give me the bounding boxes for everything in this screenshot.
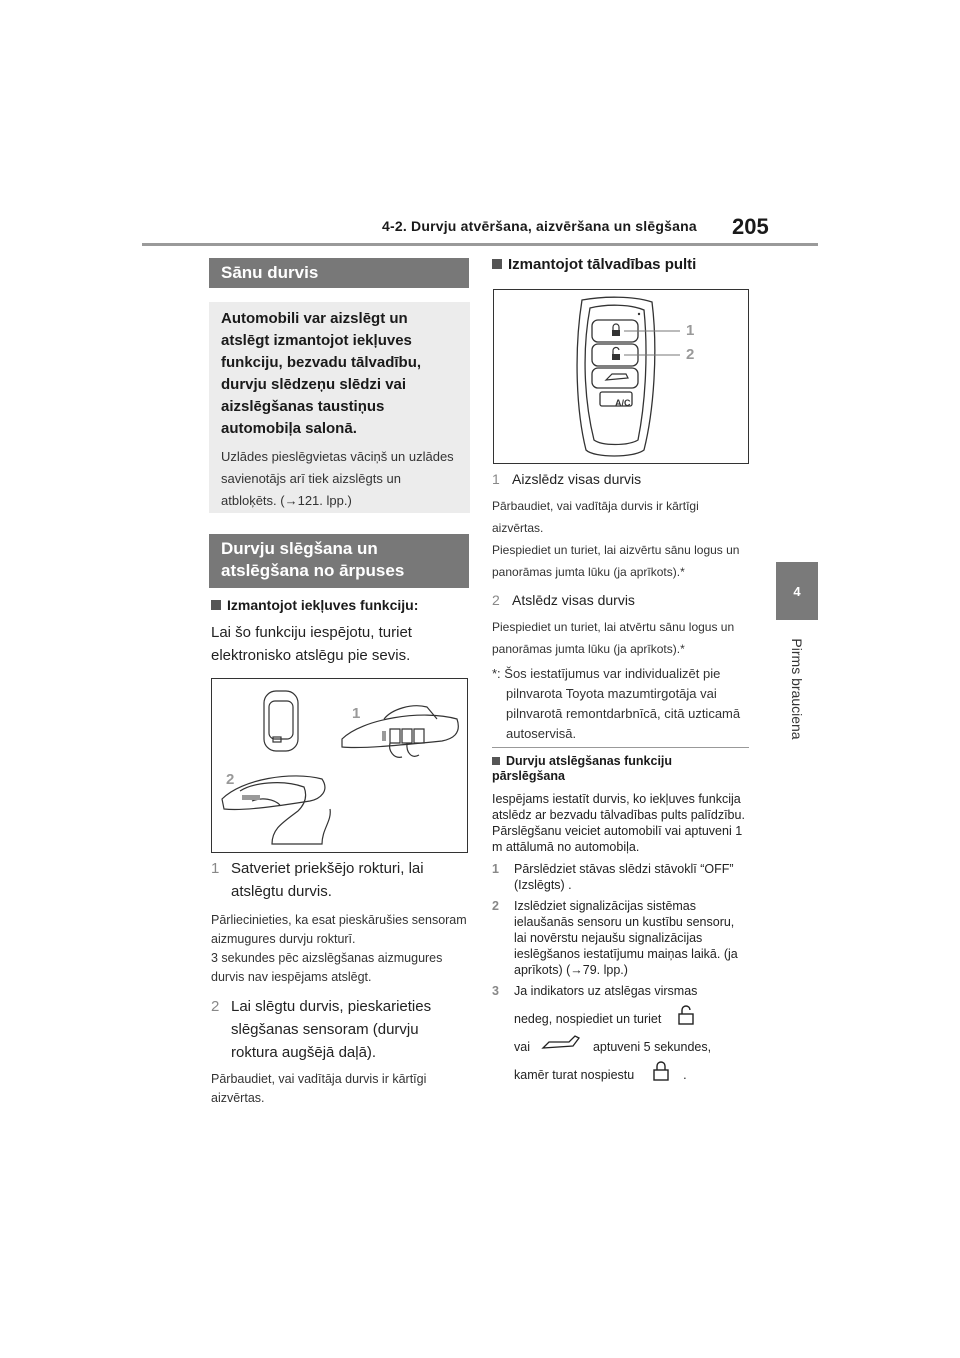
running-header: 4-2. Durvju atvēršana, aizvēršana un slēgšana: [382, 218, 697, 234]
step-number: 1: [492, 471, 500, 487]
remote-step-1: [492, 468, 750, 491]
step-text: Aizslēdz visas durvis: [512, 471, 642, 487]
remote-figure: [493, 289, 749, 464]
bullet-square-icon: [492, 757, 500, 765]
entry-step-1-note-2: 3 sekundes pēc aizslēgšanas aizmugures durvis nav iespējams atslēgt.: [211, 951, 443, 984]
bullet-square-icon: [492, 259, 502, 269]
door-handle-illustration: [212, 679, 467, 852]
step-3-line-3: [514, 1034, 711, 1061]
entry-function-heading: [211, 597, 471, 613]
remote-steps: [492, 468, 750, 744]
unlock-icon: [677, 1005, 695, 1034]
switching-step-3: [492, 983, 750, 1090]
figure-label-1: 1: [352, 705, 361, 722]
remote-step-1-note-2: Piespiediet un turiet, lai aizvērtu sānu logus un panorāmas jumta lūku (ja aprīkots).*: [492, 543, 740, 579]
entry-steps: [211, 857, 469, 1108]
lock-icon: [652, 1061, 670, 1090]
intro-box: [209, 302, 470, 513]
bullet-square-icon: [211, 600, 221, 610]
switching-text: Iespējams iestatīt durvis, ko iekļuves funkcija atslēdz ar bezvadu tālvadības pults palīdzību. Pārslēgšanu veiciet automobilī vai aptuveni 1 m attālumā no automobiļa.: [492, 792, 745, 854]
ac-button-label: A/C: [615, 398, 631, 408]
figure-label-2: 2: [226, 771, 235, 788]
step-3-line-3-text-b: aptuveni 5 sekundes,: [592, 1040, 712, 1054]
step-text: Pārslēdziet stāvas slēdzi stāvoklī “OFF” (Izslēgts) .: [514, 862, 734, 892]
section-divider: [492, 747, 749, 748]
step-3-line-1: Ja indikators uz atslēgas virsmas: [514, 984, 698, 998]
section-title-side-doors: Sānu durvis: [209, 258, 469, 288]
step-text: Izslēdziet signalizācijas sistēmas ielaušanās sensoru un kustību sensoru, lai novērstu nejaušu signalizācijas ieslēgšanos iestatījumu maiņas laikā. (ja aprīkots) (→79. lpp.): [514, 899, 738, 977]
step-number: 2: [492, 899, 499, 913]
figure-label-2: 2: [686, 346, 695, 363]
section-title-outside-locking: Durvju slēgšana un atslēgšana no ārpuses: [209, 534, 469, 586]
switching-step-1: [492, 861, 750, 893]
remote-key-illustration: [494, 290, 748, 463]
step-3-line-4-text-b: .: [683, 1068, 687, 1082]
remote-step-2-note-1: Piespiediet un turiet, lai atvērtu sānu logus un panorāmas jumta lūku (ja aprīkots).*: [492, 620, 735, 656]
switching-heading-text: Durvju atslēgšanas funkciju pārslēgšana: [492, 754, 673, 783]
step-number: 1: [492, 862, 499, 876]
remote-heading: [492, 256, 752, 273]
step-3-line-2: [514, 1005, 711, 1034]
step-text: Satveriet priekšējo rokturi, lai atslēgtu durvis.: [231, 860, 424, 900]
header-rule: [142, 243, 818, 246]
step-3-line-2-text: nedeg, nospiediet un turiet: [514, 1011, 662, 1026]
chapter-tab: 4: [776, 562, 818, 620]
entry-step-2: [211, 995, 469, 1064]
step-3-line-3-text-a: vai: [514, 1040, 530, 1054]
switching-step-2: [492, 898, 750, 978]
trunk-open-icon: [541, 1034, 581, 1061]
intro-note-text: Uzlādes pieslēgvietas vāciņš un uzlādes savienotājs arī tiek aizslēgts un atbloķēts. (→121. lpp.): [221, 449, 454, 508]
step-number: 2: [211, 998, 220, 1015]
chapter-label: [780, 624, 814, 754]
entry-step-2-note-1: Pārbaudiet, vai vadītāja durvis ir kārtīgi aizvērtas.: [211, 1072, 427, 1105]
switching-body: [492, 791, 750, 1090]
door-handle-figure: [211, 678, 468, 853]
step-text: Lai slēgtu durvis, pieskarieties slēgšanas sensoram (durvju roktura augšējā daļā).: [231, 998, 432, 1061]
remote-heading-text: Izmantojot tālvadības pulti: [508, 256, 697, 273]
figure-label-1: 1: [686, 322, 695, 339]
entry-function-text: Lai šo funkciju iespējotu, turiet elektronisko atslēgu pie sevis.: [211, 624, 412, 664]
step-3-line-4: [514, 1061, 711, 1090]
switching-heading: [492, 754, 748, 784]
step-number: 1: [211, 860, 220, 877]
page-number: 205: [732, 214, 769, 239]
intro-bold-text: Automobili var aizslēgt un atslēgt izmantojot iekļuves funkciju, bezvadu tālvadību, durvju slēdzeņu slēdzi vai aizslēgšanas taustiņus automobiļa salonā.: [221, 310, 422, 437]
step-3-content: [506, 983, 711, 1090]
remote-step-1-note-1: Pārbaudiet, vai vadītāja durvis ir kārtīgi aizvērtas.: [492, 499, 699, 535]
entry-step-1: [211, 857, 469, 903]
entry-function-heading-text: Izmantojot iekļuves funkciju:: [227, 597, 419, 613]
chapter-label-text: Pirms brauciena: [789, 638, 805, 740]
section-rule: [209, 586, 469, 588]
step-3-line-4-text-a: kamēr turat nospiestu: [514, 1068, 635, 1082]
step-number: 2: [492, 592, 500, 608]
step-text: Atslēdz visas durvis: [512, 592, 635, 608]
remote-footnote: *: Šos iestatījumus var individualizēt pie pilnvarota Toyota mazumtirgotāja vai pilnvarotā remontdarbnīcā, citā uzticamā autoservisā.: [492, 666, 741, 741]
step-number: 3: [492, 984, 499, 998]
entry-step-1-note-1: Pārliecinieties, ka esat pieskārušies sensoram aizmugures durvju rokturī.: [211, 913, 467, 946]
remote-step-2: [492, 589, 750, 612]
